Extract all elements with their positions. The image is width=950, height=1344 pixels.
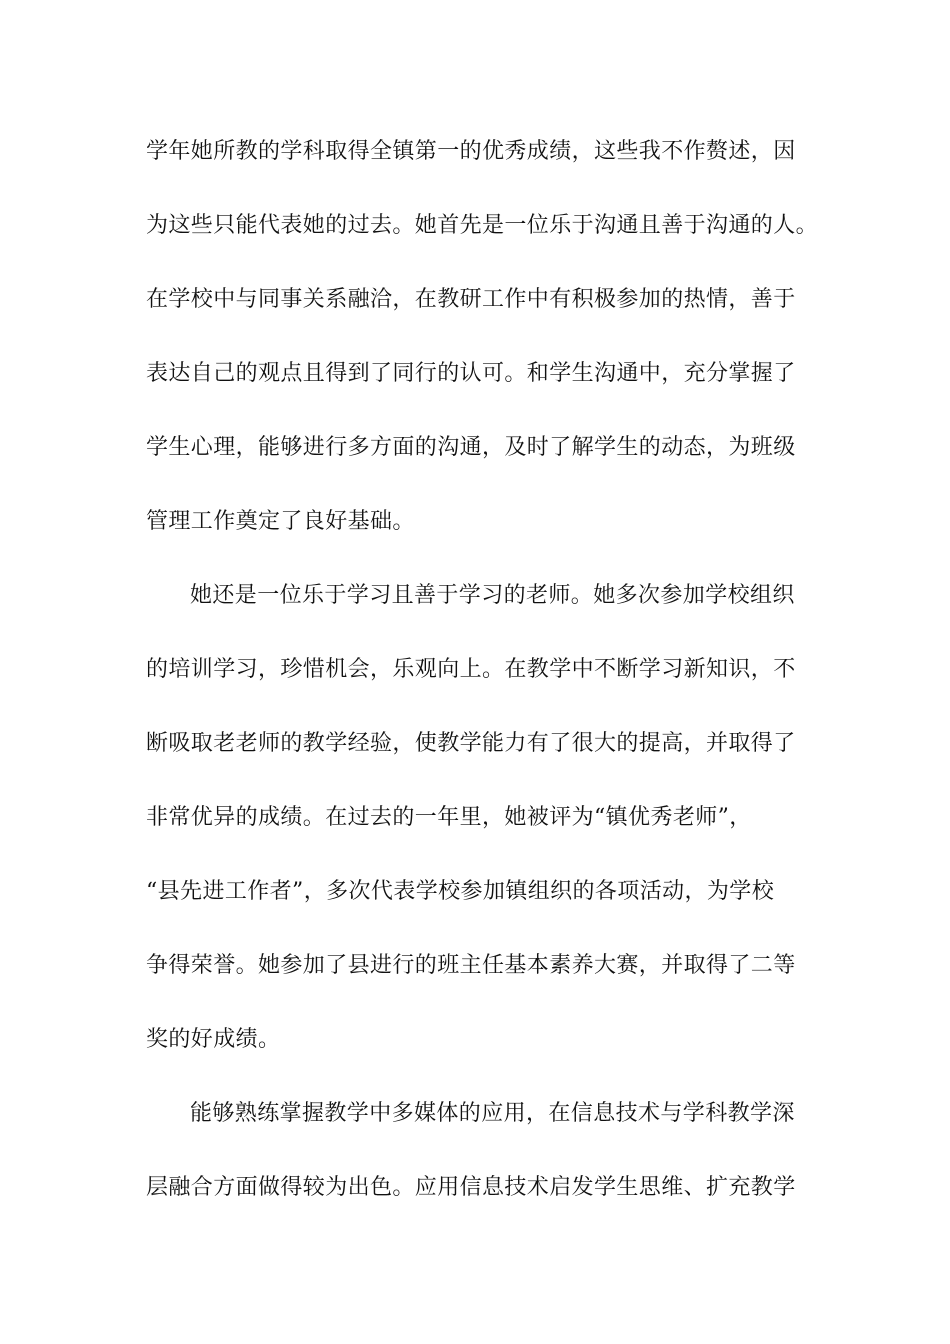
text-line: 奖的好成绩。 [146, 1027, 281, 1052]
paragraph-first-line: 她还是一位乐于学习且善于学习的老师。她多次参加学校组织 [190, 583, 795, 608]
text-line: 的培训学习，珍惜机会，乐观向上。在教学中不断学习新知识，不 [146, 657, 796, 682]
text-line: 学年她所教的学科取得全镇第一的优秀成绩，这些我不作赘述，因 [146, 139, 796, 164]
text-line: 管理工作奠定了良好基础。 [146, 509, 415, 534]
text-line: 表达自己的观点且得到了同行的认可。和学生沟通中，充分掌握了 [146, 361, 796, 386]
paragraph-first-line: 能够熟练掌握教学中多媒体的应用，在信息技术与学科教学深 [190, 1101, 795, 1126]
text-line: 为这些只能代表她的过去。她首先是一位乐于沟通且善于沟通的人。 [146, 213, 819, 238]
text-line: “县先进工作者”，多次代表学校参加镇组织的各项活动，为学校 [146, 879, 775, 904]
text-line: 在学校中与同事关系融洽，在教研工作中有积极参加的热情，善于 [146, 287, 796, 312]
text-line: 非常优异的成绩。在过去的一年里，她被评为“镇优秀老师”， [146, 805, 752, 830]
text-line: 学生心理，能够进行多方面的沟通，及时了解学生的动态，为班级 [146, 435, 796, 460]
text-line: 层融合方面做得较为出色。应用信息技术启发学生思维、扩充教学 [146, 1175, 796, 1200]
text-line: 断吸取老老师的教学经验，使教学能力有了很大的提高，并取得了 [146, 731, 796, 756]
text-line: 争得荣誉。她参加了县进行的班主任基本素养大赛，并取得了二等 [146, 953, 796, 978]
